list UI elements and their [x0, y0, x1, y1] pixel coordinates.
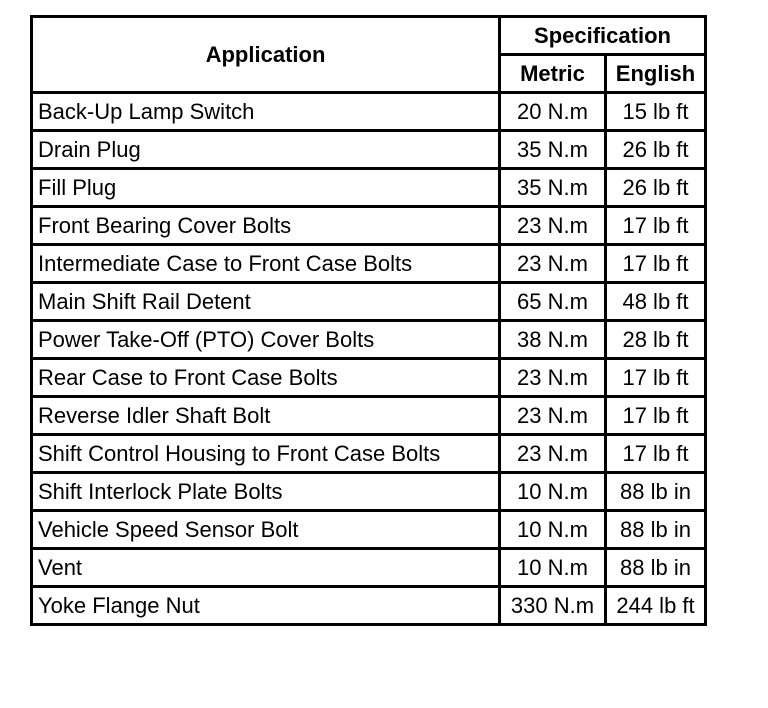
table-row	[32, 169, 706, 207]
english-cell: 17 lb ft	[606, 207, 706, 245]
application-cell: Drain Plug	[32, 131, 500, 169]
english-cell: 17 lb ft	[606, 435, 706, 473]
application-cell: Power Take-Off (PTO) Cover Bolts	[32, 321, 500, 359]
metric-cell: 38 N.m	[500, 321, 606, 359]
metric-cell: 10 N.m	[500, 473, 606, 511]
english-cell: 15 lb ft	[606, 93, 706, 131]
header-english: English	[606, 55, 706, 93]
header-application: Application	[32, 17, 500, 93]
header-specification: Specification	[500, 17, 706, 55]
english-cell: 88 lb in	[606, 549, 706, 587]
english-cell: 28 lb ft	[606, 321, 706, 359]
application-cell: Reverse Idler Shaft Bolt	[32, 397, 500, 435]
english-cell: 26 lb ft	[606, 131, 706, 169]
application-cell: Vehicle Speed Sensor Bolt	[32, 511, 500, 549]
english-cell: 244 lb ft	[606, 587, 706, 625]
english-cell: 17 lb ft	[606, 397, 706, 435]
fastener-specification-table	[30, 15, 707, 626]
table-row	[32, 207, 706, 245]
metric-cell: 10 N.m	[500, 511, 606, 549]
table-row	[32, 321, 706, 359]
application-cell: Main Shift Rail Detent	[32, 283, 500, 321]
table-row	[32, 549, 706, 587]
metric-cell: 35 N.m	[500, 131, 606, 169]
english-cell: 48 lb ft	[606, 283, 706, 321]
metric-cell: 65 N.m	[500, 283, 606, 321]
english-cell: 88 lb in	[606, 511, 706, 549]
application-cell: Fill Plug	[32, 169, 500, 207]
table-row	[32, 245, 706, 283]
table-row	[32, 435, 706, 473]
application-cell: Intermediate Case to Front Case Bolts	[32, 245, 500, 283]
table-row	[32, 587, 706, 625]
application-cell: Rear Case to Front Case Bolts	[32, 359, 500, 397]
table-row	[32, 283, 706, 321]
metric-cell: 10 N.m	[500, 549, 606, 587]
application-cell: Yoke Flange Nut	[32, 587, 500, 625]
english-cell: 26 lb ft	[606, 169, 706, 207]
metric-cell: 23 N.m	[500, 245, 606, 283]
metric-cell: 330 N.m	[500, 587, 606, 625]
application-cell: Vent	[32, 549, 500, 587]
metric-cell: 23 N.m	[500, 359, 606, 397]
table-row	[32, 397, 706, 435]
table-row	[32, 359, 706, 397]
application-cell: Back-Up Lamp Switch	[32, 93, 500, 131]
metric-cell: 23 N.m	[500, 207, 606, 245]
english-cell: 17 lb ft	[606, 359, 706, 397]
table-body	[32, 93, 706, 625]
metric-cell: 35 N.m	[500, 169, 606, 207]
application-cell: Shift Interlock Plate Bolts	[32, 473, 500, 511]
header-metric: Metric	[500, 55, 606, 93]
table-row	[32, 93, 706, 131]
english-cell: 17 lb ft	[606, 245, 706, 283]
application-cell: Front Bearing Cover Bolts	[32, 207, 500, 245]
metric-cell: 23 N.m	[500, 435, 606, 473]
table-row	[32, 511, 706, 549]
english-cell: 88 lb in	[606, 473, 706, 511]
table-row	[32, 131, 706, 169]
metric-cell: 23 N.m	[500, 397, 606, 435]
table-header-row	[32, 17, 706, 55]
metric-cell: 20 N.m	[500, 93, 606, 131]
application-cell: Shift Control Housing to Front Case Bolts	[32, 435, 500, 473]
table-row	[32, 473, 706, 511]
